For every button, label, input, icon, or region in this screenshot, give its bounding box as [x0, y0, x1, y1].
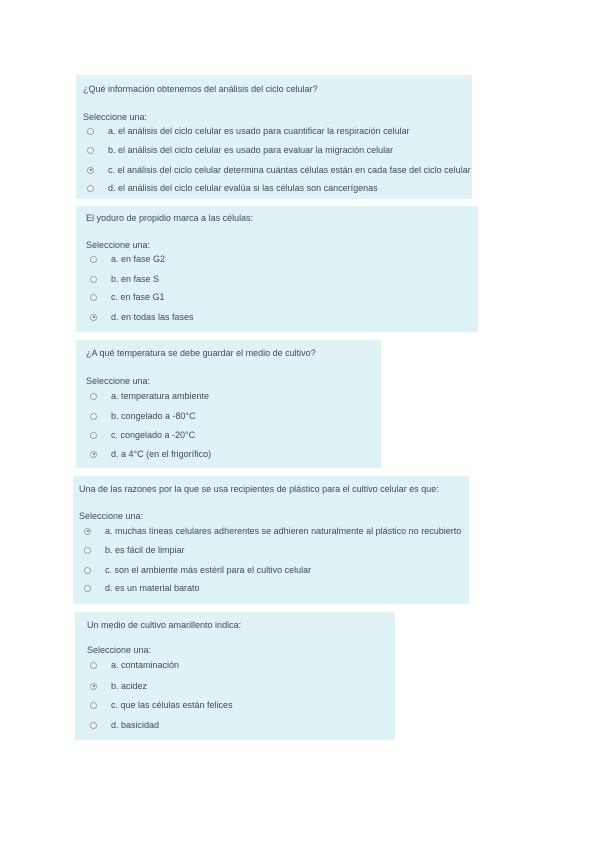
radio-button[interactable] — [90, 294, 97, 301]
answer-option-a[interactable] — [87, 124, 410, 138]
answer-option-c[interactable] — [87, 163, 471, 177]
option-label: c. congelado a -20°C — [111, 430, 196, 440]
radio-button[interactable] — [84, 585, 91, 592]
option-label: a. el análisis del ciclo celular es usado para cuantificar la respiración celular — [108, 126, 410, 136]
select-prompt: Seleccione una: — [87, 645, 152, 655]
radio-button[interactable] — [90, 432, 97, 439]
radio-button-selected[interactable] — [87, 167, 94, 174]
question-card-5 — [75, 612, 395, 740]
radio-button[interactable] — [90, 722, 97, 729]
question-text: Una de las razones por la que se usa recipientes de plástico para el cultivo celular es que: — [79, 484, 439, 494]
answer-option-d[interactable] — [90, 718, 159, 732]
radio-button-selected[interactable] — [84, 528, 91, 535]
option-label: c. en fase G1 — [111, 292, 165, 302]
question-text: Un medio de cultivo amarillento indica: — [87, 620, 242, 630]
option-label: b. el análisis del ciclo celular es usado para evaluar la migración celular — [108, 145, 394, 155]
answer-option-b[interactable] — [87, 143, 393, 157]
option-label: d. basicidad — [111, 720, 160, 730]
answer-option-a[interactable] — [90, 658, 179, 672]
radio-button-selected[interactable] — [90, 314, 97, 321]
question-text: ¿Qué información obtenemos del análisis del ciclo celular? — [83, 84, 318, 94]
answer-option-c[interactable] — [90, 428, 195, 442]
radio-button[interactable] — [90, 413, 97, 420]
radio-button-selected[interactable] — [90, 683, 97, 690]
option-label: a. contaminación — [111, 660, 180, 670]
option-label: d. a 4°C (en el frigorífico) — [111, 449, 212, 459]
answer-option-d[interactable] — [90, 447, 211, 461]
radio-button[interactable] — [84, 567, 91, 574]
answer-option-b[interactable] — [84, 543, 185, 557]
select-prompt: Seleccione una: — [83, 112, 148, 122]
radio-button-selected[interactable] — [90, 451, 97, 458]
option-label: a. temperatura ambiente — [111, 391, 210, 401]
option-label: a. muchas líneas celulares adherentes se adhieren naturalmente al plástico no recubierto — [105, 526, 462, 536]
answer-option-d[interactable] — [90, 310, 194, 324]
radio-button[interactable] — [84, 547, 91, 554]
answer-option-c[interactable] — [84, 563, 311, 577]
radio-button[interactable] — [90, 662, 97, 669]
question-card-3 — [76, 340, 381, 468]
question-card-2 — [76, 206, 478, 332]
answer-option-a[interactable] — [90, 389, 209, 403]
answer-option-a[interactable] — [90, 252, 165, 266]
answer-option-c[interactable] — [90, 698, 233, 712]
answer-option-d[interactable] — [87, 181, 378, 195]
option-label: a. en fase G2 — [111, 254, 166, 264]
answer-option-a[interactable] — [84, 524, 461, 538]
radio-button[interactable] — [87, 185, 94, 192]
select-prompt: Seleccione una: — [86, 376, 151, 386]
radio-button[interactable] — [90, 276, 97, 283]
option-label: b. es fácil de limpiar — [105, 545, 185, 555]
radio-button[interactable] — [90, 256, 97, 263]
answer-option-b[interactable] — [90, 272, 159, 286]
answer-option-b[interactable] — [90, 409, 196, 423]
option-label: b. congelado a -80°C — [111, 411, 196, 421]
answer-option-d[interactable] — [84, 581, 200, 595]
answer-option-b[interactable] — [90, 679, 147, 693]
question-text: El yoduro de propidio marca a las células: — [86, 213, 254, 223]
option-label: b. acidez — [111, 681, 148, 691]
option-label: d. es un material barato — [105, 583, 200, 593]
option-label: d. en todas las fases — [111, 312, 194, 322]
radio-button[interactable] — [90, 393, 97, 400]
option-label: c. el análisis del ciclo celular determina cuántas células están en cada fase del ciclo celular — [108, 165, 471, 175]
radio-button[interactable] — [90, 702, 97, 709]
option-label: d. el análisis del ciclo celular evalúa si las células son cancerígenas — [108, 183, 378, 193]
option-label: b. en fase S — [111, 274, 160, 284]
option-label: c. que las células están felices — [111, 700, 233, 710]
radio-button[interactable] — [87, 147, 94, 154]
question-text: ¿A qué temperatura se debe guardar el medio de cultivo? — [86, 348, 316, 358]
option-label: c. son el ambiente más estéril para el cultivo celular — [105, 565, 312, 575]
select-prompt: Seleccione una: — [79, 511, 144, 521]
answer-option-c[interactable] — [90, 290, 165, 304]
radio-button[interactable] — [87, 128, 94, 135]
select-prompt: Seleccione una: — [86, 240, 151, 250]
question-card-4 — [73, 476, 469, 604]
question-card-1 — [76, 75, 472, 199]
